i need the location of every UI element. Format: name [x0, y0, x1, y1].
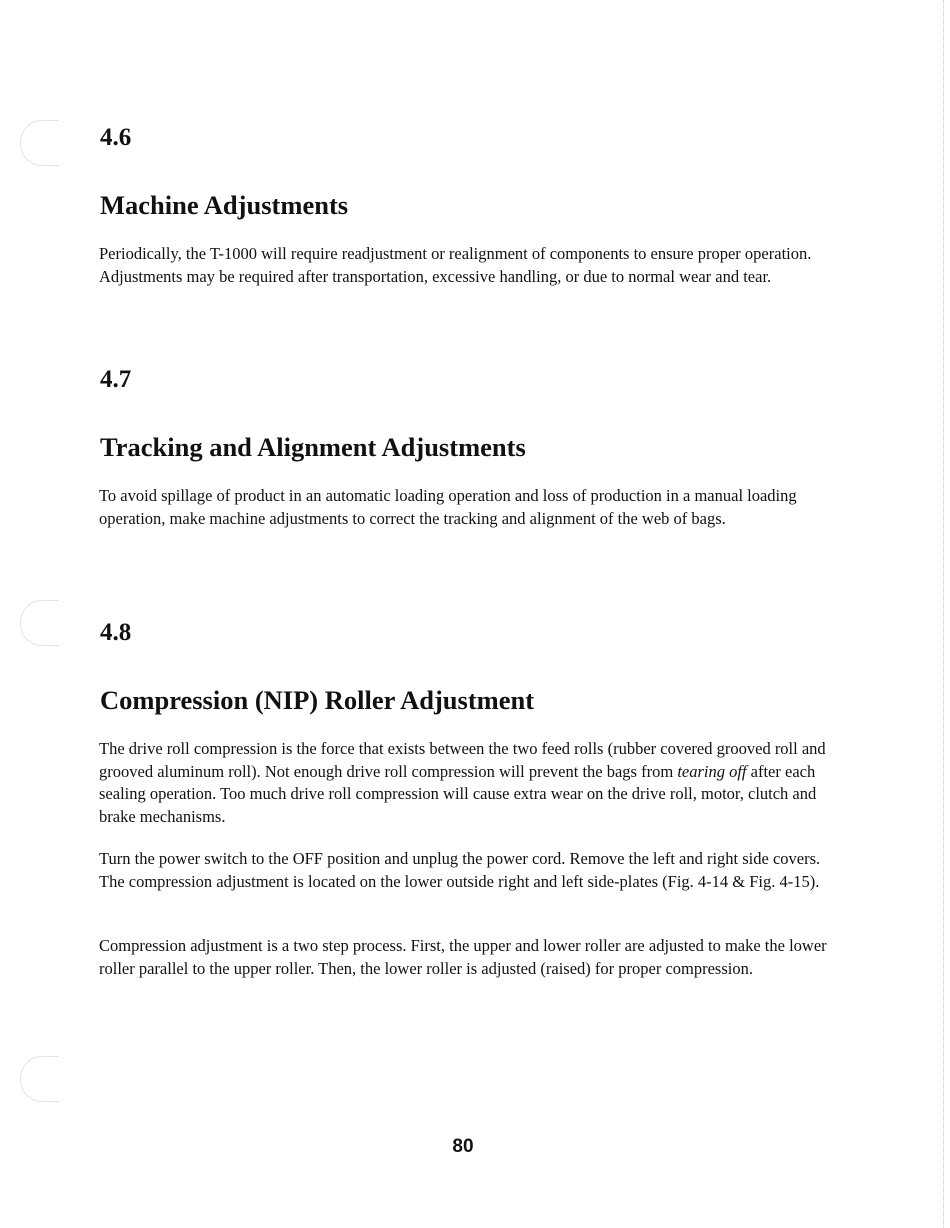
paragraph: Periodically, the T-1000 will require readjustment or realignment of components to ensure proper operation. Adjustments may be required after transportation, excessive handling, or due to normal wear and tear.	[99, 244, 812, 286]
paragraph: Compression adjustment is a two step process. First, the upper and lower roller are adjusted to make the lower roller parallel to the upper roller. Then, the lower roller is adjusted (raised) for proper compression.	[99, 936, 827, 978]
scan-edge	[942, 0, 944, 1228]
section-number: 4.6	[100, 124, 132, 151]
section-title: Tracking and Alignment Adjustments	[100, 432, 526, 462]
paragraph: Turn the power switch to the OFF position and unplug the power cord. Remove the left and right side covers. The compression adjustment is located on the lower outside right and left side-plates (Fig. 4-14 & Fig. 4-15).	[99, 849, 821, 891]
paragraph	[99, 738, 839, 828]
paragraph-text: after each sealing operation. Too much drive roll compression will cause extra wear on the drive roll, motor, clutch and brake mechanisms.	[99, 761, 817, 826]
paragraph-text: The drive roll compression is the force that exists between the two feed rolls (rubber covered grooved roll and grooved aluminum roll). Not enough drive roll compression will prevent the bags from	[99, 739, 826, 781]
punch-hole-mark	[20, 1056, 59, 1102]
section-number: 4.8	[100, 619, 132, 646]
punch-hole-mark	[20, 120, 59, 166]
section-title: Machine Adjustments	[100, 190, 349, 220]
page-number: 80	[452, 1136, 474, 1157]
emphasis-text: tearing off	[677, 761, 747, 781]
section-title: Compression (NIP) Roller Adjustment	[100, 685, 535, 715]
section-number: 4.7	[100, 366, 132, 393]
paragraph: To avoid spillage of product in an automatic loading operation and loss of production in a manual loading operation, make machine adjustments to correct the tracking and alignment of the web of bags.	[99, 486, 797, 528]
punch-hole-mark	[20, 600, 59, 646]
